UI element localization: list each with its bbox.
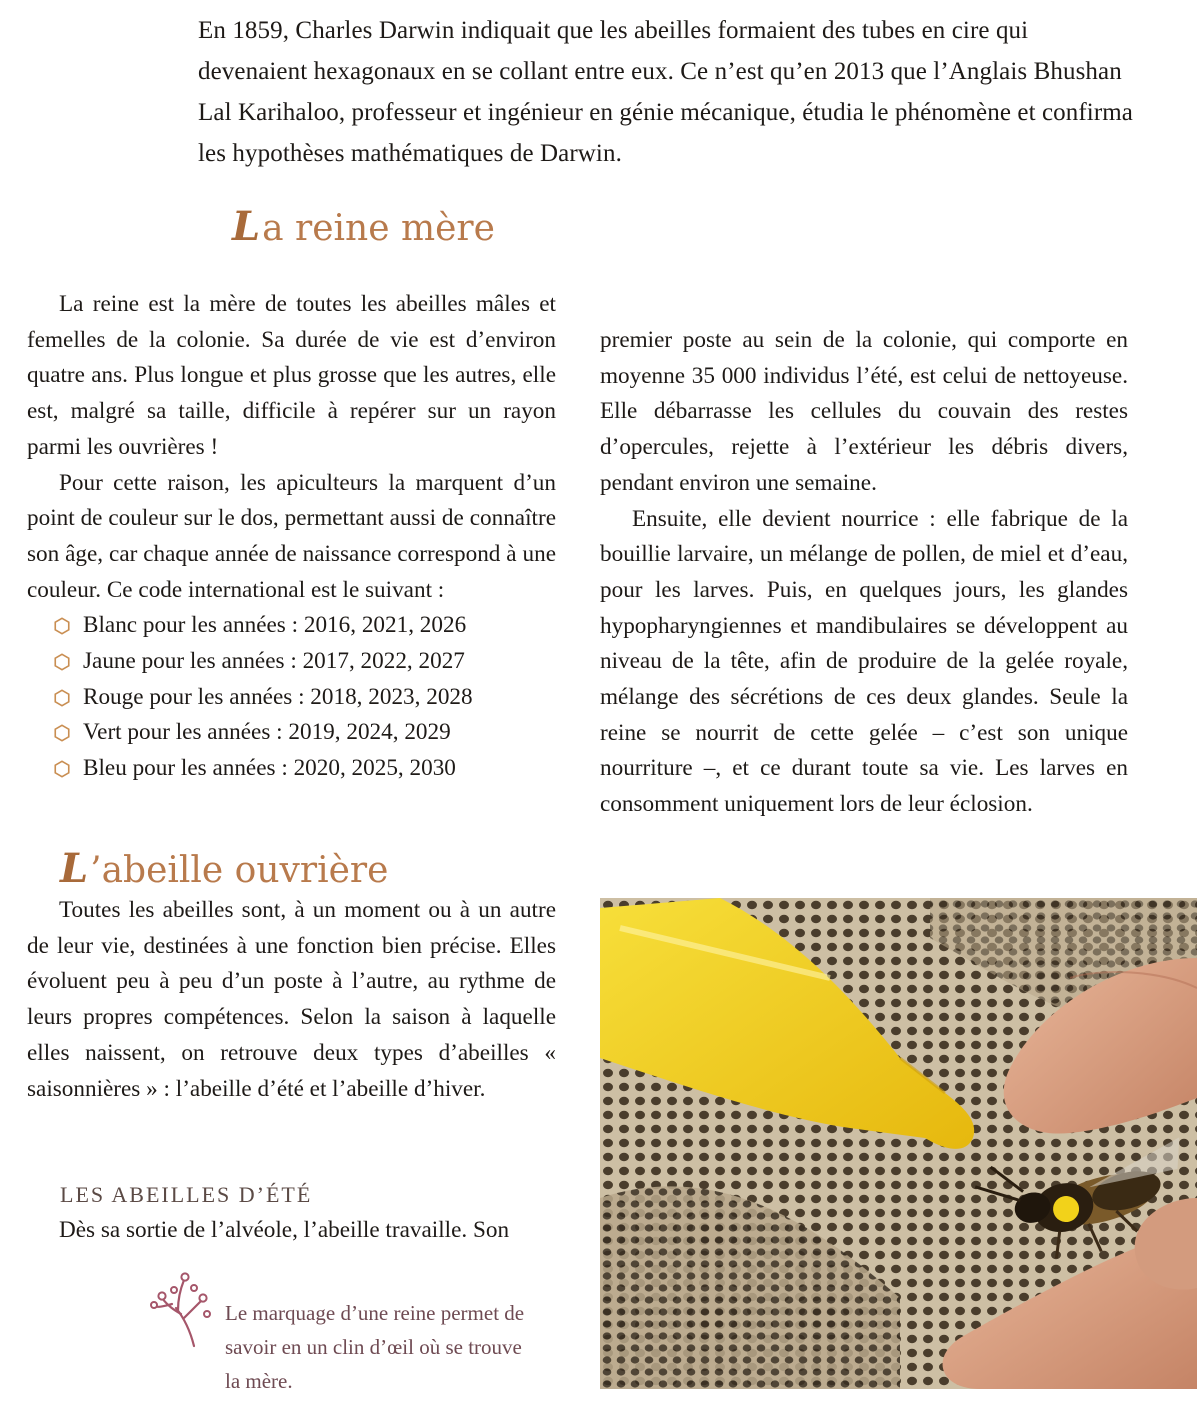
color-code-item xyxy=(53,751,556,787)
color-code-text: Jaune pour les années : 2017, 2022, 2027 xyxy=(83,648,465,675)
ete-paragraph-start: Dès sa sortie de l’alvéole, l’abeille travaille. Son xyxy=(59,1217,510,1243)
heading-rest: ’abeille ouvrière xyxy=(90,850,389,891)
color-code-list xyxy=(27,608,556,787)
reine-column xyxy=(27,287,556,787)
heading-initial: L xyxy=(60,845,89,892)
color-code-text: Bleu pour les années : 2020, 2025, 2030 xyxy=(83,755,456,782)
intro-text: En 1859, Charles Darwin indiquait que les abeilles formaient des tubes en cire qui devenaient hexagonaux en se collant entre eux. Ce n’est qu’en 2013 que l’Anglais Bhushan Lal Karihaloo, professeur et ingénieur en génie mécanique, étudia le phénomène et confirma les hypothèses mathématiques de Darwin. xyxy=(198,17,1134,167)
ete-paragraph-continued: premier poste au sein de la colonie, qui comporte en moyenne 35 000 individus l’été, est celui de nettoyeuse. Elle débarrasse les cellules du couvain des restes d’opercules, rejette à l’extérieur les débris divers, pendant environ une semaine. xyxy=(600,327,1128,496)
hexagon-icon xyxy=(53,689,71,707)
subheading-ete: LES ABEILLES D’ÉTÉ xyxy=(60,1182,313,1207)
hexagon-icon xyxy=(53,724,71,742)
right-column xyxy=(600,323,1128,823)
color-code-item xyxy=(53,608,556,644)
color-code-item xyxy=(53,680,556,716)
ete-column xyxy=(27,1213,556,1249)
heading-rest: a reine mère xyxy=(262,208,495,249)
hexagon-icon xyxy=(53,617,71,635)
heading-initial: L xyxy=(232,203,261,250)
hexagon-icon xyxy=(53,760,71,778)
berry-branch-icon xyxy=(150,1268,214,1348)
ouvriere-column xyxy=(27,893,556,1107)
color-code-text: Rouge pour les années : 2018, 2023, 2028 xyxy=(83,683,473,710)
reine-paragraph-1: La reine est la mère de toutes les abeilles mâles et femelles de la colonie. Sa durée de vie est d’environ quatre ans. Plus longue et plus grosse que les autres, elle est, malgré sa taille, difficile à repérer sur un rayon parmi les ouvrières ! xyxy=(27,291,556,460)
photo-caption: Le marquage d’une reine permet de savoir en un clin d’œil où se trouve la mère. xyxy=(225,1301,525,1393)
hexagon-icon xyxy=(53,653,71,671)
photo-image xyxy=(600,898,1197,1389)
color-code-item xyxy=(53,644,556,680)
ouvriere-paragraph: Toutes les abeilles sont, à un moment ou à un autre de leur vie, destinées à une fonction bien précise. Elles évoluent peu à peu d’un poste à l’autre, au rythme de leurs propres compétences. Selon la saison à laquelle elles naissent, on retrouve deux types d’abeilles « saisonnières » : l’abeille d’été et l’abeille d’hiver. xyxy=(27,897,556,1102)
nourrice-paragraph: Ensuite, elle devient nourrice : elle fabrique de la bouillie larvaire, un mélange de pollen, de miel et d’eau, pour les larves. Puis, en quelques jours, les glandes hypopharyngiennes et mandibulaires se développent au niveau de la tête, afin de produire de la gelée royale, mélange des sécrétions de ces deux glandes. Seule la reine se nourrit de cette gelée – c’est son unique nourriture –, et ce durant toute sa vie. Les larves en consomment uniquement lors de leur éclosion. xyxy=(600,505,1128,818)
intro-paragraph xyxy=(198,10,1138,174)
color-code-text: Blanc pour les années : 2016, 2021, 2026 xyxy=(83,612,467,639)
color-code-text: Vert pour les années : 2019, 2024, 2029 xyxy=(83,719,451,746)
color-code-item xyxy=(53,715,556,751)
section-heading-ouvriere xyxy=(60,847,388,893)
section-heading-reine xyxy=(232,205,495,251)
queen-marking-photo xyxy=(600,898,1197,1389)
reine-paragraph-2: Pour cette raison, les apiculteurs la marquent d’un point de couleur sur le dos, permettant aussi de connaître son âge, car chaque année de naissance correspond à une couleur. Ce code international est le suivant : xyxy=(27,469,556,603)
